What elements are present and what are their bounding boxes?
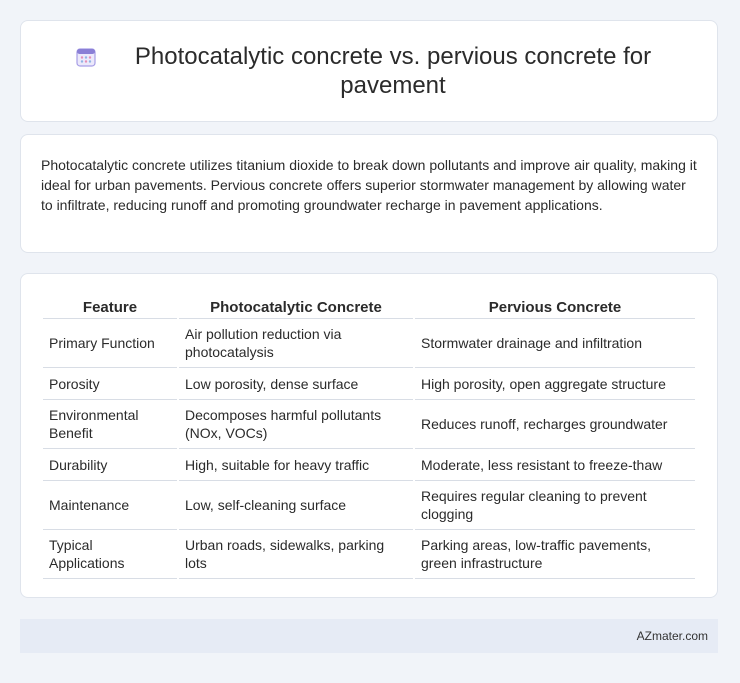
table-cell: Moderate, less resistant to freeze-thaw xyxy=(415,449,695,481)
calendar-icon xyxy=(75,46,97,68)
table-cell: Low porosity, dense surface xyxy=(179,368,413,400)
column-header-pervious: Pervious Concrete xyxy=(415,294,695,319)
table-row xyxy=(43,400,695,449)
column-header-feature: Feature xyxy=(43,294,177,319)
table-cell: High, suitable for heavy traffic xyxy=(179,449,413,481)
intro-card xyxy=(20,134,718,253)
title-wrap xyxy=(75,42,663,100)
page-title: Photocatalytic concrete vs. pervious concrete for pavement xyxy=(134,43,652,99)
table-cell: Air pollution reduction via photocatalysis xyxy=(179,319,413,368)
table-cell: Maintenance xyxy=(43,481,177,530)
comparison-table xyxy=(41,294,697,579)
footer xyxy=(20,619,718,653)
table-row xyxy=(43,530,695,579)
column-header-photocatalytic: Photocatalytic Concrete xyxy=(179,294,413,319)
table-cell: Primary Function xyxy=(43,319,177,368)
table-cell: Porosity xyxy=(43,368,177,400)
table-cell: Reduces runoff, recharges groundwater xyxy=(415,400,695,449)
footer-brand-link[interactable]: AZmater.com xyxy=(636,629,708,643)
table-cell: Requires regular cleaning to prevent clogging xyxy=(415,481,695,530)
table-cell: Parking areas, low-traffic pavements, green infrastructure xyxy=(415,530,695,579)
table-cell: Urban roads, sidewalks, parking lots xyxy=(179,530,413,579)
table-card xyxy=(20,273,718,598)
table-cell: Stormwater drainage and infiltration xyxy=(415,319,695,368)
table-row xyxy=(43,319,695,368)
table-cell: Decomposes harmful pollutants (NOx, VOCs) xyxy=(179,400,413,449)
table-cell: Typical Applications xyxy=(43,530,177,579)
table-row xyxy=(43,368,695,400)
table-header-row xyxy=(43,294,695,319)
table-cell: High porosity, open aggregate structure xyxy=(415,368,695,400)
table-cell: Durability xyxy=(43,449,177,481)
table-cell: Low, self-cleaning surface xyxy=(179,481,413,530)
intro-paragraph: Photocatalytic concrete utilizes titanium dioxide to break down pollutants and improve air quality, making it ideal for urban pavements. Pervious concrete offers superior stormwater management by allowing water to infiltrate, reducing runoff and promoting groundwater recharge in pavement applications. xyxy=(41,157,697,213)
table-row xyxy=(43,449,695,481)
table-cell: Environmental Benefit xyxy=(43,400,177,449)
title-card xyxy=(20,20,718,122)
table-row xyxy=(43,481,695,530)
